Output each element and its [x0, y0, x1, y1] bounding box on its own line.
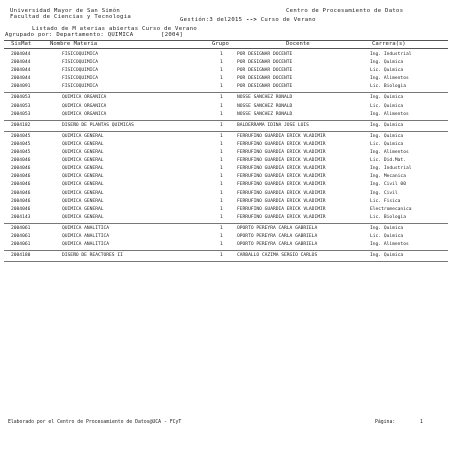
university-name: Universidad Mayor de San Simón [10, 8, 121, 14]
cell-sismat: 2004044 [11, 68, 31, 74]
cell-docente: POR DESIGNAR DOCENTE [237, 84, 293, 90]
cell-nombre: QUIMICA ORGANICA [62, 103, 107, 109]
courses-table [4, 50, 448, 262]
cell-carrera: Ing. Alimentos [370, 76, 409, 82]
cell-carrera: Ing. Alimentos [370, 242, 409, 248]
table-row [4, 233, 448, 241]
gestion-label [180, 17, 316, 23]
list-title: Listado de M aterias abiertas Curso de Verano [32, 26, 198, 32]
arrow-glyph: --> [246, 17, 258, 23]
cell-docente: FERRUFINO GUARDIA ERICK VLADIMIR [237, 206, 326, 212]
cell-docente: FERRUFINO GUARDIA ERICK VLADIMIR [237, 174, 326, 180]
cell-nombre: QUIMICA GENERAL [62, 190, 104, 196]
cell-grupo: 1 [220, 150, 223, 156]
cell-grupo: 1 [220, 190, 223, 196]
cell-carrera: Ing. Alimentos [370, 150, 409, 156]
table-row [4, 181, 448, 189]
cell-nombre: DISEÑO DE REACTORES II [62, 253, 123, 259]
cell-sismat: 2004045 [11, 133, 31, 139]
cell-nombre: QUIMICA GENERAL [62, 133, 104, 139]
cell-carrera: Ing. Industrial [370, 52, 412, 57]
table-row [4, 133, 448, 141]
cell-carrera: Lic. Fisica [370, 198, 401, 204]
course-group [4, 93, 448, 120]
table-row [4, 149, 448, 157]
cell-docente: NOSSE SANCHEZ RONALD [237, 95, 293, 101]
cell-nombre: QUIMICA ANALITICA [62, 242, 110, 248]
cell-sismat: 2004045 [11, 150, 31, 156]
cell-carrera: Lic. Quimica [370, 233, 404, 239]
cell-carrera: Lic. Quimica [370, 103, 404, 109]
cell-nombre: FISICOQUIMICA [62, 68, 98, 74]
cell-nombre: QUIMICA GENERAL [62, 158, 104, 164]
table-row [4, 252, 448, 260]
cell-sismat: 2004061 [11, 242, 31, 248]
cell-nombre: QUIMICA GENERAL [62, 174, 104, 180]
course-group [4, 50, 448, 93]
cell-carrera: Lic. Quimica [370, 141, 404, 147]
cell-grupo: 1 [220, 174, 223, 180]
cell-sismat: 2004046 [11, 190, 31, 196]
cell-docente: NOSSE SANCHEZ RONALD [237, 103, 293, 109]
cell-sismat: 2004044 [11, 60, 31, 66]
cell-carrera: Electromecanica [370, 206, 412, 212]
cell-docente: CARBALLO CAZIMA SERGIO CARLOS [237, 253, 318, 259]
course-group [4, 251, 448, 262]
cell-docente: POR DESIGNAR DOCENTE [237, 76, 293, 82]
header-rule-bottom [4, 48, 448, 49]
cell-sismat: 2004046 [11, 174, 31, 180]
table-row [4, 83, 448, 91]
cell-grupo: 1 [220, 158, 223, 164]
cell-grupo: 1 [220, 214, 223, 220]
table-row [4, 67, 448, 75]
cell-sismat: 2004053 [11, 103, 31, 109]
cell-grupo: 1 [220, 225, 223, 231]
cell-docente: BALDERRAMA IDINA JOSE LUIS [237, 122, 309, 128]
cell-grupo: 1 [220, 166, 223, 172]
col-carrera: Carrera(s) [372, 41, 406, 47]
cell-sismat: 2004046 [11, 158, 31, 164]
cell-carrera: Ing. Industrial [370, 166, 412, 172]
cell-sismat: 2004045 [11, 141, 31, 147]
cell-carrera: Lic. Quimica [370, 68, 404, 74]
cell-docente: FERRUFINO GUARDIA ERICK VLADIMIR [237, 190, 326, 196]
cell-docente: FERRUFINO GUARDIA ERICK VLADIMIR [237, 150, 326, 156]
col-grupo: Grupo [212, 41, 229, 47]
col-sismat: SisMat [11, 41, 32, 47]
table-row [4, 103, 448, 111]
cell-nombre: QUIMICA GENERAL [62, 182, 104, 188]
course-type: Curso de Verano [260, 17, 316, 23]
cell-carrera: Lic. Biologia [370, 214, 406, 220]
cell-sismat: 2004182 [11, 122, 31, 128]
cell-grupo: 1 [220, 182, 223, 188]
cell-docente: POR DESIGNAR DOCENTE [237, 68, 293, 74]
footer-page-number: 1 [420, 420, 423, 425]
cell-sismat: 2004053 [11, 111, 31, 117]
table-row [4, 225, 448, 233]
cell-grupo: 1 [220, 111, 223, 117]
cell-docente: POR DESIGNAR DOCENTE [237, 52, 293, 57]
cell-nombre: QUIMICA ORGANICA [62, 111, 107, 117]
cell-nombre: QUIMICA GENERAL [62, 150, 104, 156]
cell-nombre: QUIMICA GENERAL [62, 166, 104, 172]
cell-nombre: QUIMICA GENERAL [62, 198, 104, 204]
cell-sismat: 2004046 [11, 198, 31, 204]
cell-sismat: 2004061 [11, 225, 31, 231]
cell-nombre: QUIMICA ANALITICA [62, 225, 110, 231]
cell-sismat: 2004143 [11, 214, 31, 220]
cell-sismat: 2004046 [11, 206, 31, 212]
cell-grupo: 1 [220, 122, 223, 128]
cell-docente: FERRUFINO GUARDIA ERICK VLADIMIR [237, 166, 326, 172]
table-row [4, 190, 448, 198]
cell-carrera: Ing. Civil [370, 190, 398, 196]
cell-carrera: Ing. Quimica [370, 122, 404, 128]
cell-docente: FERRUFINO GUARDIA ERICK VLADIMIR [237, 182, 326, 188]
cell-docente: FERRUFINO GUARDIA ERICK VLADIMIR [237, 198, 326, 204]
col-nombre: Nombre Materia [50, 41, 98, 47]
course-group [4, 224, 448, 251]
table-row [4, 122, 448, 130]
cell-grupo: 1 [220, 233, 223, 239]
col-docente: Docente [286, 41, 310, 47]
cell-carrera: Ing. Quimica [370, 225, 404, 231]
cell-nombre: QUIMICA ANALITICA [62, 233, 110, 239]
cell-carrera: Lic. Biologia [370, 84, 406, 90]
footer-page-label: Página: [375, 420, 396, 425]
table-row [4, 94, 448, 102]
cell-docente: OPORTO PEREYRA CARLA GABRIELA [237, 233, 318, 239]
cell-carrera: Ing. Civil 00 [370, 182, 406, 188]
cell-docente: NOSSE SANCHEZ RONALD [237, 111, 293, 117]
cell-grupo: 1 [220, 68, 223, 74]
table-row [4, 51, 448, 59]
cell-sismat: 2004053 [11, 95, 31, 101]
cell-docente: FERRUFINO GUARDIA ERICK VLADIMIR [237, 158, 326, 164]
cell-grupo: 1 [220, 103, 223, 109]
cell-nombre: FISICOQUIMICA [62, 60, 98, 66]
cell-nombre: DISEÑO DE PLANTAS QUIMICAS [62, 122, 134, 128]
cell-grupo: 1 [220, 242, 223, 248]
cell-carrera: Ing. Mecanica [370, 174, 406, 180]
cell-grupo: 1 [220, 206, 223, 212]
table-row [4, 173, 448, 181]
department-code: [2004] [161, 32, 184, 38]
cell-grupo: 1 [220, 76, 223, 82]
table-row [4, 206, 448, 214]
table-row [4, 241, 448, 249]
cell-sismat: 2004044 [11, 52, 31, 57]
cell-grupo: 1 [220, 84, 223, 90]
cell-docente: FERRUFINO GUARDIA ERICK VLADIMIR [237, 214, 326, 220]
grouped-by-text: Agrupado por: Departamento: QUIMICA [5, 32, 134, 38]
grouped-by [5, 32, 183, 38]
table-row [4, 141, 448, 149]
table-row [4, 111, 448, 119]
table-row [4, 59, 448, 67]
cell-nombre: QUIMICA GENERAL [62, 206, 104, 212]
table-row [4, 165, 448, 173]
cell-carrera: Lic. Did.Mat. [370, 158, 406, 164]
cell-nombre: FISICOQUIMICA [62, 76, 98, 82]
cell-sismat: 2004046 [11, 166, 31, 172]
cell-nombre: QUIMICA GENERAL [62, 141, 104, 147]
cell-nombre: QUIMICA ORGANICA [62, 95, 107, 101]
course-group [4, 132, 448, 224]
cell-docente: POR DESIGNAR DOCENTE [237, 60, 293, 66]
gestion-text: Gestión:3 del2015 [180, 17, 243, 23]
cell-carrera: Ing. Quimica [370, 253, 404, 259]
cell-sismat: 2004044 [11, 76, 31, 82]
cell-nombre: FISICOQUIMICA [62, 52, 98, 57]
cell-grupo: 1 [220, 133, 223, 139]
cell-sismat: 2004061 [11, 233, 31, 239]
cell-carrera: Ing. Alimentos [370, 111, 409, 117]
cell-carrera: Ing. Quimica [370, 95, 404, 101]
cell-grupo: 1 [220, 253, 223, 259]
footer-credit: Elaborado por el Centro de Procesamiento de Datos@UCA - FCyT [8, 420, 182, 425]
cell-docente: FERRUFINO GUARDIA ERICK VLADIMIR [237, 141, 326, 147]
cell-sismat: 2004091 [11, 84, 31, 90]
cell-grupo: 1 [220, 52, 223, 57]
cell-nombre: FISICOQUIMICA [62, 84, 98, 90]
cell-sismat: 2004180 [11, 253, 31, 259]
cell-sismat: 2004046 [11, 182, 31, 188]
table-row [4, 214, 448, 222]
cell-grupo: 1 [220, 198, 223, 204]
table-row [4, 157, 448, 165]
course-group [4, 121, 448, 132]
cell-docente: OPORTO PEREYRA CARLA GABRIELA [237, 225, 318, 231]
cell-docente: FERRUFINO GUARDIA ERICK VLADIMIR [237, 133, 326, 139]
cell-carrera: Ing. Quimica [370, 133, 404, 139]
cell-nombre: QUIMICA GENERAL [62, 214, 104, 220]
cell-grupo: 1 [220, 141, 223, 147]
cell-docente: OPORTO PEREYRA CARLA GABRIELA [237, 242, 318, 248]
cell-carrera: Ing. Quimica [370, 60, 404, 66]
cell-grupo: 1 [220, 95, 223, 101]
center-name: Centro de Procesamiento de Datos [286, 8, 404, 14]
table-row [4, 75, 448, 83]
table-row [4, 198, 448, 206]
cell-grupo: 1 [220, 60, 223, 66]
faculty-name: Facultad de Ciencias y Tecnologia [10, 14, 132, 20]
